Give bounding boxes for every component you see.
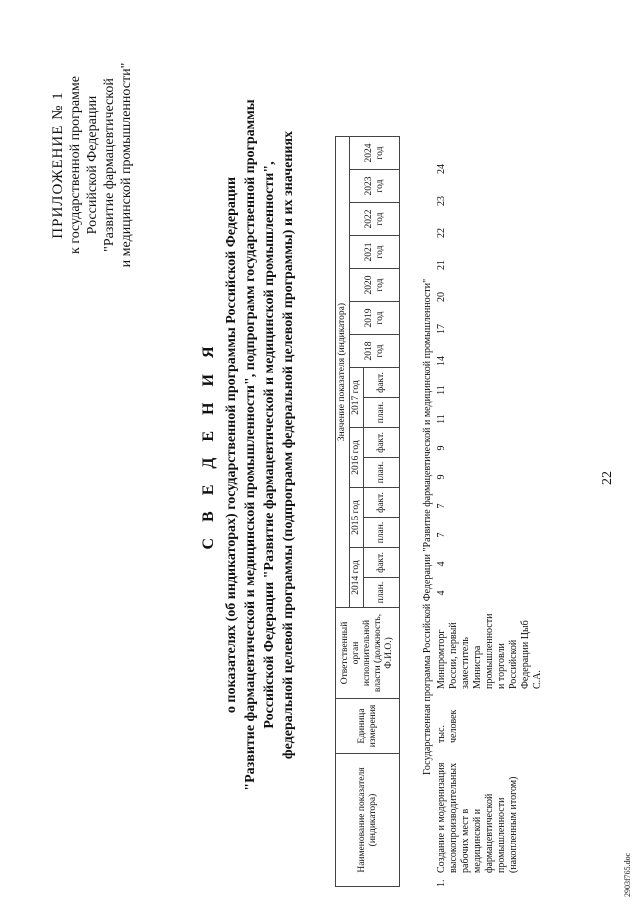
row-value: 9 [436,474,447,480]
row-value: 22 [436,228,447,238]
row-value: 17 [436,324,447,334]
row-value: 11 [436,385,447,395]
header-fact: факт. [364,548,400,578]
header-year: 2015 год [350,488,364,548]
header-indicator-name: Наименование показателя (индикатора) [336,754,400,887]
header-year: 2023 год [350,170,400,203]
indicators-table [335,136,400,887]
header-year: 2018 год [350,335,400,368]
header-indicator-values: Значение показателя (индикатора) [336,137,350,608]
row-value: 7 [436,503,447,509]
row-value: 24 [436,164,447,174]
row-value: 4 [436,590,447,596]
header-year: 2019 год [350,302,400,335]
document-title [200,45,298,845]
title-line: о показателях (об индикаторах) государственной программы Российской Федерации [224,176,239,714]
header-year: 2024 год [350,137,400,170]
row-value: 23 [436,196,447,206]
header-fact: факт. [364,488,400,518]
row-unit: тыс. человек [436,709,459,743]
appendix-heading: ПРИЛОЖЕНИЕ № 1 [50,91,66,239]
title-heading: С В Е Д Е Н И Я [200,340,217,550]
header-plan: план. [364,578,400,608]
header-unit: Единица измерения [336,699,400,754]
row-value: 21 [436,260,447,270]
row-value: 20 [436,292,447,302]
row-number: 1. [436,879,447,887]
header-responsible-org: Ответственный орган исполнительной власти (должность, Ф.И.О.) [336,608,400,699]
title-line: федеральной целевой программы (подпрограмм федеральной целевой программы) и их значениях [281,130,296,760]
header-plan: план. [364,458,400,488]
row-value: 7 [436,532,447,538]
row-indicator-name: Создание и модернизация высокопроизводительных рабочих мест в медицинской и фармацевтической промышленности (накопленным итогом) [436,762,519,873]
header-fact: факт. [364,368,400,398]
header-year: 2020 год [350,269,400,302]
appendix-line: к государственной программе [68,76,83,254]
title-line: "Развитие фармацевтической и медицинской промышленности", подпрограмм государственной программы [243,99,258,791]
title-line: Российской Федерации "Развитие фармацевтической и медицинской промышленности", [262,161,277,729]
appendix-line: Российской Федерации [85,95,100,235]
appendix-line: "Развитие фармацевтической [102,78,117,252]
row-responsible-org: Минпромторг России, первый заместитель Министра промышленности и торговли Российской Федерации Цыб С.А. [436,613,543,689]
appendix-block [50,15,135,315]
row-value: 9 [436,445,447,451]
header-year: 2014 год [350,548,364,608]
header-year: 2017 год [350,368,364,428]
header-year: 2022 год [350,203,400,236]
row-value: 4 [436,561,447,567]
header-plan: план. [364,518,400,548]
header-year: 2016 год [350,428,364,488]
appendix-line: и медицинской промышленности" [119,62,134,268]
section-title: Государственная программа Российской Федерации "Развитие фармацевтической и медицинской промышленности" [422,278,433,775]
row-value: 14 [436,356,447,366]
page-number: 22 [600,471,615,485]
doc-filename: 2903f765.doc [623,852,632,897]
header-plan: план. [364,398,400,428]
header-fact: факт. [364,428,400,458]
row-value: 11 [436,414,447,424]
header-year: 2021 год [350,236,400,269]
